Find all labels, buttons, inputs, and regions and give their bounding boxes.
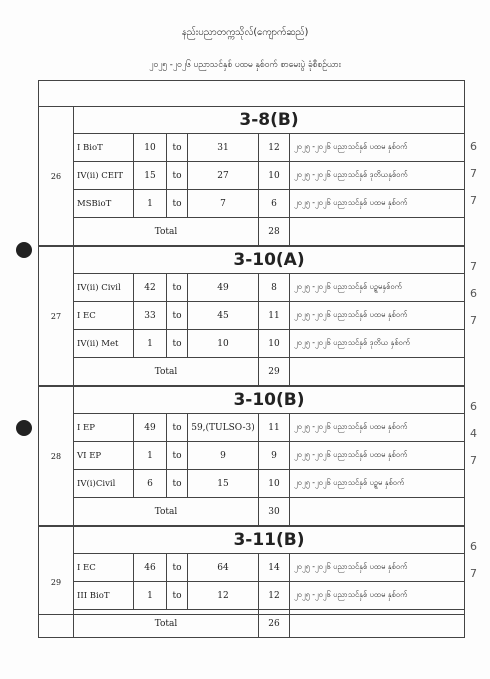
room-heading: 3-8(B) <box>74 107 465 134</box>
seating-block <box>38 246 465 386</box>
class-cell: IV(i)Civil <box>74 470 134 498</box>
table-row <box>39 582 465 610</box>
to-cell: to <box>167 190 188 218</box>
remark-cell: ၂၀၂၅ -၂၀၂၆ ပညာသင်နှစ် ပထမ နှစ်ဝက် <box>290 554 465 582</box>
upto-cell: 12 <box>188 582 259 610</box>
room-heading: 3-10(B) <box>74 387 465 414</box>
total-row <box>39 610 465 638</box>
upto-cell: 49 <box>188 274 259 302</box>
class-cell: VI EP <box>74 442 134 470</box>
total-label: Total <box>74 218 259 246</box>
from-cell: 33 <box>134 302 167 330</box>
class-cell: IV(ii) Civil <box>74 274 134 302</box>
count-cell: 12 <box>259 134 290 162</box>
total-label: Total <box>74 610 259 638</box>
binder-hole <box>16 242 32 258</box>
to-cell: to <box>167 554 188 582</box>
from-cell: 42 <box>134 274 167 302</box>
table-row <box>39 274 465 302</box>
table-row <box>39 302 465 330</box>
upto-cell: 45 <box>188 302 259 330</box>
to-cell: to <box>167 414 188 442</box>
total-value: 30 <box>259 498 290 526</box>
block-number: 28 <box>39 387 74 526</box>
handwritten-mark: 7 <box>470 194 477 207</box>
handwritten-mark: 7 <box>470 314 477 327</box>
count-cell: 8 <box>259 274 290 302</box>
total-row <box>39 498 465 526</box>
count-cell: 11 <box>259 302 290 330</box>
to-cell: to <box>167 162 188 190</box>
handwritten-mark: 7 <box>470 454 477 467</box>
upto-cell: 9 <box>188 442 259 470</box>
from-cell: 6 <box>134 470 167 498</box>
remark-cell: ၂၀၂၅ -၂၀၂၆ ပညာသင်နှစ် ဒုတိယ နှစ်ဝက် <box>290 330 465 358</box>
remark-cell: ၂၀၂၅ -၂၀၂၆ ပညာသင်နှစ် ပထမ နှစ်ဝက် <box>290 302 465 330</box>
table-row <box>39 470 465 498</box>
from-cell: 1 <box>134 330 167 358</box>
room-heading: 3-10(A) <box>74 247 465 274</box>
handwritten-mark: 6 <box>470 140 477 153</box>
upto-cell: 31 <box>188 134 259 162</box>
remark-cell: ၂၀၂၅ -၂၀၂၆ ပညာသင်နှစ် ဒုတိယနှစ်ဝက် <box>290 162 465 190</box>
handwritten-mark: 4 <box>470 427 477 440</box>
upto-cell: 7 <box>188 190 259 218</box>
to-cell: to <box>167 134 188 162</box>
from-cell: 10 <box>134 134 167 162</box>
document-subtitle: ၂၀၂၅ -၂၀၂၆ ပညာသင်နှစ် ပထမ နှစ်ဝက် စာမေးပွဲ ခုံစီစဉ်ယား <box>149 60 341 70</box>
to-cell: to <box>167 470 188 498</box>
from-cell: 1 <box>134 442 167 470</box>
class-cell: I EC <box>74 302 134 330</box>
count-cell: 9 <box>259 442 290 470</box>
seating-block <box>38 526 465 638</box>
from-cell: 1 <box>134 582 167 610</box>
handwritten-mark: 7 <box>470 167 477 180</box>
total-row <box>39 218 465 246</box>
to-cell: to <box>167 302 188 330</box>
to-cell: to <box>167 330 188 358</box>
to-cell: to <box>167 442 188 470</box>
block-number: 29 <box>39 527 74 638</box>
upto-cell: 27 <box>188 162 259 190</box>
count-cell: 6 <box>259 190 290 218</box>
remark-cell: ၂၀၂၅ -၂၀၂၆ ပညာသင်နှစ် ပထမ နှစ်ဝက် <box>290 414 465 442</box>
total-value: 26 <box>259 610 290 638</box>
remark-cell: ၂၀၂၅ -၂၀၂၆ ပညာသင်နှစ် ပဉ္စမ နှစ်ဝက် <box>290 470 465 498</box>
class-cell: I EP <box>74 414 134 442</box>
class-cell: I EC <box>74 554 134 582</box>
from-cell: 49 <box>134 414 167 442</box>
total-label: Total <box>74 498 259 526</box>
remark-cell: ၂၀၂၅ -၂၀၂၆ ပညာသင်နှစ် ပထမ နှစ်ဝက် <box>290 582 465 610</box>
to-cell: to <box>167 274 188 302</box>
count-cell: 14 <box>259 554 290 582</box>
table-row <box>39 190 465 218</box>
remark-cell: ၂၀၂၅ -၂၀၂၆ ပညာသင်နှစ် ပထမ နှစ်ဝက် <box>290 190 465 218</box>
table-row <box>39 134 465 162</box>
document-title: နည်းပညာတက္ကသိုလ်(ကျောက်ဆည်) <box>181 27 309 38</box>
class-cell: MSBioT <box>74 190 134 218</box>
remark-cell: ၂၀၂၅ -၂၀၂၆ ပညာသင်နှစ် ပထမ နှစ်ဝက် <box>290 442 465 470</box>
table-row <box>39 330 465 358</box>
table-row <box>39 414 465 442</box>
remark-cell: ၂၀၂၅ -၂၀၂၆ ပညာသင်နှစ် ပဉ္စမနှစ်ဝက် <box>290 274 465 302</box>
count-cell: 10 <box>259 330 290 358</box>
count-cell: 10 <box>259 470 290 498</box>
class-cell: I BioT <box>74 134 134 162</box>
handwritten-mark: 7 <box>470 567 477 580</box>
upto-cell: 59,(TULSO-3) <box>188 414 259 442</box>
table-row <box>39 162 465 190</box>
handwritten-mark: 6 <box>470 540 477 553</box>
upto-cell: 15 <box>188 470 259 498</box>
count-cell: 10 <box>259 162 290 190</box>
from-cell: 15 <box>134 162 167 190</box>
upto-cell: 10 <box>188 330 259 358</box>
binder-hole <box>16 420 32 436</box>
table-row <box>39 442 465 470</box>
from-cell: 1 <box>134 190 167 218</box>
count-cell: 12 <box>259 582 290 610</box>
class-cell: IV(ii) Met <box>74 330 134 358</box>
total-label: Total <box>74 358 259 386</box>
class-cell: III BioT <box>74 582 134 610</box>
to-cell: to <box>167 582 188 610</box>
count-cell: 11 <box>259 414 290 442</box>
handwritten-mark: 6 <box>470 400 477 413</box>
remark-cell: ၂၀၂၅ -၂၀၂၆ ပညာသင်နှစ် ပထမ နှစ်ဝက် <box>290 134 465 162</box>
seating-block <box>38 106 465 246</box>
total-value: 29 <box>259 358 290 386</box>
seating-block <box>38 386 465 526</box>
class-cell: IV(ii) CEIT <box>74 162 134 190</box>
from-cell: 46 <box>134 554 167 582</box>
upto-cell: 64 <box>188 554 259 582</box>
block-number: 26 <box>39 107 74 246</box>
block-number: 27 <box>39 247 74 386</box>
total-row <box>39 358 465 386</box>
room-heading: 3-11(B) <box>74 527 465 554</box>
handwritten-mark: 6 <box>470 287 477 300</box>
total-value: 28 <box>259 218 290 246</box>
handwritten-mark: 7 <box>470 260 477 273</box>
table-row <box>39 554 465 582</box>
